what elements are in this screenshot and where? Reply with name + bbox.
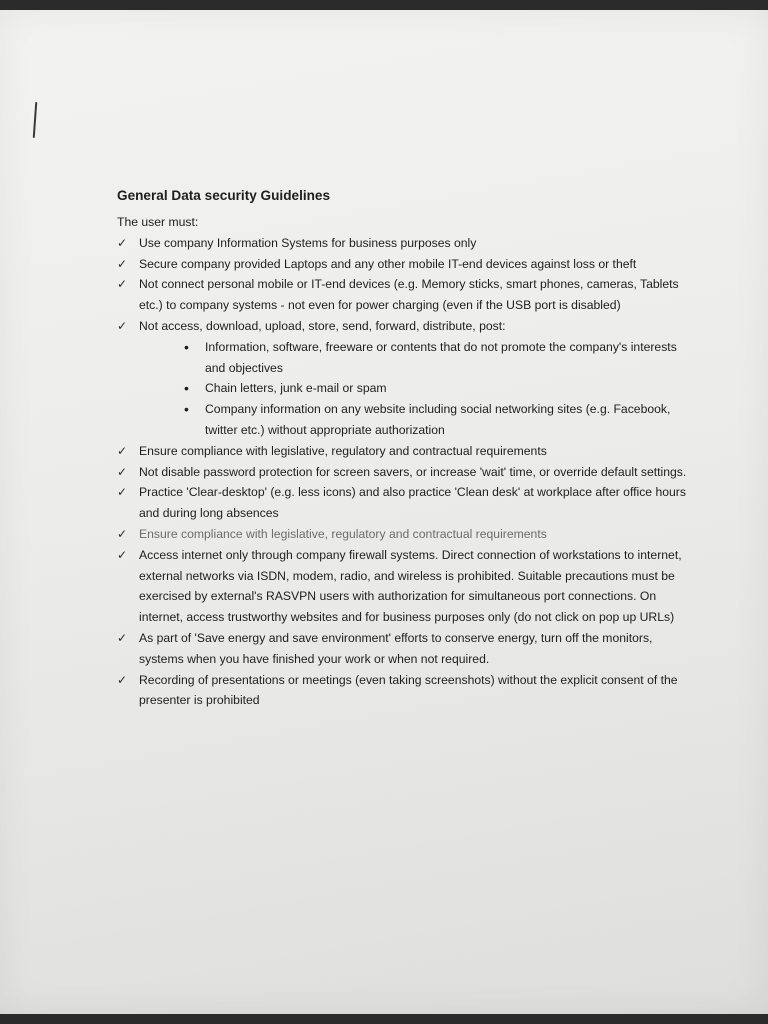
checkmark-icon: ✓ <box>117 630 128 645</box>
list-item <box>114 254 694 275</box>
document-title: General Data security Guidelines <box>117 188 331 203</box>
document-body <box>114 186 694 711</box>
pen-mark <box>33 102 38 138</box>
list-item-text: Ensure compliance with legislative, regulatory and contractual requirements <box>139 526 547 541</box>
list-item <box>114 462 694 483</box>
guideline-list <box>114 233 694 711</box>
checkmark-icon: ✓ <box>117 485 128 500</box>
checkmark-icon: ✓ <box>117 526 128 541</box>
list-item-text: Not disable password protection for screen savers, or increase 'wait' time, or override default settings. <box>139 464 687 479</box>
bullet-icon: • <box>184 338 189 355</box>
list-item-text: Recording of presentations or meetings (even taking screenshots) without the explicit consent of the presenter is prohibited <box>139 672 678 708</box>
list-item-text: Not access, download, upload, store, send, forward, distribute, post: <box>139 318 506 333</box>
checkmark-icon: ✓ <box>117 672 128 687</box>
list-item-text: Secure company provided Laptops and any other mobile IT-end devices against loss or theft <box>139 256 637 271</box>
list-item <box>114 482 694 524</box>
document-intro: The user must: <box>117 215 199 229</box>
bullet-icon: • <box>184 401 189 418</box>
sub-list-item-text: Chain letters, junk e-mail or spam <box>205 381 387 396</box>
list-item <box>114 274 694 316</box>
list-item <box>114 524 694 545</box>
sub-list-item-text: Information, software, freeware or contents that do not promote the company's interests and objectives <box>205 339 677 375</box>
paper-sheet <box>0 10 768 1014</box>
list-item <box>114 316 694 441</box>
checkmark-icon: ✓ <box>117 464 128 479</box>
bullet-icon: • <box>184 380 189 397</box>
list-item-text: Not connect personal mobile or IT-end devices (e.g. Memory sticks, smart phones, cameras, Tablets etc.) to company systems - not even for power charging (even if the USB port is disabled) <box>139 277 679 313</box>
list-item <box>114 233 694 254</box>
list-item-text: As part of 'Save energy and save environment' efforts to conserve energy, turn off the monitors, systems when you have finished your work or when not required. <box>139 630 653 666</box>
sub-list-item <box>181 378 694 399</box>
sub-list-item <box>181 399 694 441</box>
checkmark-icon: ✓ <box>117 277 128 292</box>
list-item-text: Ensure compliance with legislative, regulatory and contractual requirements <box>139 443 547 458</box>
checkmark-icon: ✓ <box>117 256 128 271</box>
checkmark-icon: ✓ <box>117 235 128 250</box>
checkmark-icon: ✓ <box>117 443 128 458</box>
list-item-text: Practice 'Clear-desktop' (e.g. less icons) and also practice 'Clean desk' at workplace after office hours and during long absences <box>139 485 686 521</box>
list-item <box>114 628 694 670</box>
checkmark-icon: ✓ <box>117 547 128 562</box>
sub-list-item <box>181 337 694 379</box>
sub-list-item-text: Company information on any website including social networking sites (e.g. Facebook, twitter etc.) without appropriate authorization <box>205 402 671 437</box>
sub-list <box>139 337 694 441</box>
list-item <box>114 670 694 712</box>
list-item-text: Access internet only through company firewall systems. Direct connection of workstations to internet, external networks via ISDN, modem, radio, and wireless is prohibited. Suitable precautions must be exercised by external's RASVPN users with authorization for simultaneous port connections. On internet, access trustworthy websites and for business purposes only (do not click on pop up URLs) <box>139 547 682 625</box>
list-item-text: Use company Information Systems for business purposes only <box>139 235 477 250</box>
list-item <box>114 441 694 462</box>
list-item <box>114 545 694 628</box>
checkmark-icon: ✓ <box>117 318 128 333</box>
